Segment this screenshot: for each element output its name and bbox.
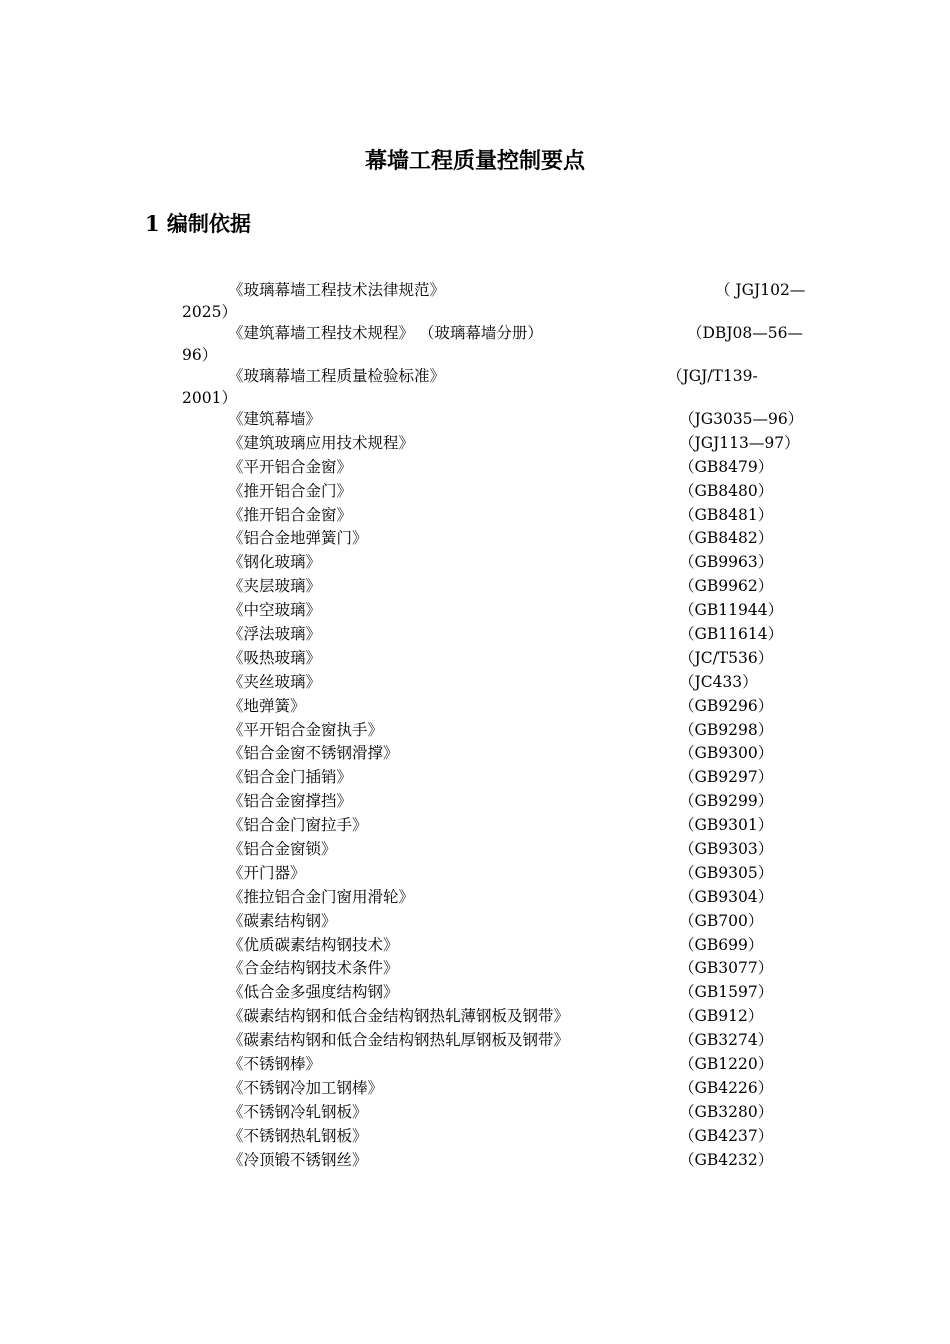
reference-code: （GB8480） <box>679 481 774 500</box>
reference-item <box>182 323 822 366</box>
reference-name: 《玻璃幕墙工程质量检验标准》 <box>228 367 446 385</box>
reference-item <box>182 1054 822 1078</box>
reference-item <box>182 1126 822 1150</box>
reference-code: （GB3077） <box>679 959 774 978</box>
reference-code: （JC/T536） <box>679 648 774 667</box>
reference-item <box>182 1030 822 1054</box>
reference-code: （GB700） <box>679 911 764 930</box>
reference-list <box>182 280 822 1174</box>
reference-code: （GB8479） <box>679 457 774 476</box>
reference-item <box>182 457 822 481</box>
reference-name: 《平开铝合金窗执手》 <box>228 720 384 739</box>
reference-code: （GB9297） <box>679 768 774 787</box>
reference-name: 《开门器》 <box>228 863 306 882</box>
reference-item <box>182 1006 822 1030</box>
reference-item <box>182 911 822 935</box>
reference-code: （GB4237） <box>679 1126 774 1145</box>
reference-name: 《冷顶锻不锈钢丝》 <box>228 1150 368 1169</box>
reference-code: （GB1597） <box>679 983 774 1002</box>
reference-code: （GB912） <box>679 1007 764 1026</box>
reference-name: 《夹丝玻璃》 <box>228 672 322 691</box>
reference-name: 《吸热玻璃》 <box>228 648 322 667</box>
reference-code-continuation: 2001） <box>182 388 237 407</box>
reference-code: （GB9298） <box>679 720 774 739</box>
reference-code: （GB8481） <box>679 505 774 524</box>
reference-code: （GB3274） <box>679 1031 774 1050</box>
reference-name: 《不锈钢棒》 <box>228 1055 322 1074</box>
reference-name: 《低合金多强度结构钢》 <box>228 983 399 1002</box>
reference-name: 《推开铝合金门》 <box>228 481 353 500</box>
reference-name: 《地弹簧》 <box>228 696 306 715</box>
reference-item <box>182 600 822 624</box>
reference-item <box>182 528 822 552</box>
reference-item <box>182 366 822 409</box>
reference-item <box>182 576 822 600</box>
reference-item <box>182 863 822 887</box>
reference-name: 《碳素结构钢和低合金结构钢热轧薄钢板及钢带》 <box>228 1007 570 1026</box>
reference-name: 《优质碳素结构钢技术》 <box>228 935 399 954</box>
reference-code: （GB9301） <box>679 816 774 835</box>
reference-name: 《碳素结构钢和低合金结构钢热轧厚钢板及钢带》 <box>228 1031 570 1050</box>
reference-item <box>182 481 822 505</box>
reference-item <box>182 743 822 767</box>
reference-item <box>182 1078 822 1102</box>
reference-item <box>182 767 822 791</box>
reference-name: 《铝合金窗锁》 <box>228 840 337 859</box>
reference-item <box>182 791 822 815</box>
reference-code: （GB1220） <box>679 1055 774 1074</box>
reference-code: （ JGJ102— <box>715 281 806 299</box>
reference-name: 《建筑幕墙工程技术规程》 （玻璃幕墙分册） <box>228 324 543 342</box>
reference-name: 《碳素结构钢》 <box>228 911 337 930</box>
reference-name: 《钢化玻璃》 <box>228 553 322 572</box>
reference-code: （GB11944） <box>679 601 784 620</box>
reference-name: 《铝合金窗撑挡》 <box>228 792 353 811</box>
reference-item <box>182 672 822 696</box>
reference-code: （GB11614） <box>679 625 784 644</box>
reference-name: 《夹层玻璃》 <box>228 577 322 596</box>
reference-item <box>182 409 822 433</box>
reference-item <box>182 648 822 672</box>
reference-item <box>182 958 822 982</box>
reference-item <box>182 696 822 720</box>
reference-name: 《不锈钢冷轧钢板》 <box>228 1102 368 1121</box>
reference-name: 《铝合金地弹簧门》 <box>228 529 368 548</box>
reference-name: 《铝合金门插销》 <box>228 768 353 787</box>
reference-item <box>182 839 822 863</box>
reference-code: （GB699） <box>679 935 764 954</box>
reference-code: （GB9305） <box>679 863 774 882</box>
reference-name: 《玻璃幕墙工程技术法律规范》 <box>228 281 446 299</box>
reference-code: （DBJ08—56— <box>687 324 803 342</box>
reference-code: （GB9963） <box>679 553 774 572</box>
reference-code: （GB9296） <box>679 696 774 715</box>
reference-code: （GB8482） <box>679 529 774 548</box>
reference-item <box>182 1102 822 1126</box>
reference-item <box>182 1150 822 1174</box>
reference-name: 《平开铝合金窗》 <box>228 457 353 476</box>
reference-code: （GB4232） <box>679 1150 774 1169</box>
document-title: 幕墙工程质量控制要点 <box>364 148 585 174</box>
reference-name: 《推拉铝合金门窗用滑轮》 <box>228 887 415 906</box>
reference-name: 《浮法玻璃》 <box>228 625 322 644</box>
reference-code: （GB9299） <box>679 792 774 811</box>
reference-code: （GB3280） <box>679 1102 774 1121</box>
reference-item <box>182 624 822 648</box>
reference-name: 《中空玻璃》 <box>228 601 322 620</box>
reference-code: （GB9303） <box>679 840 774 859</box>
reference-code: （GB9962） <box>679 577 774 596</box>
reference-code-continuation: 96） <box>182 345 218 364</box>
reference-item <box>182 982 822 1006</box>
reference-item <box>182 433 822 457</box>
section-heading: 1 编制依据 <box>145 211 251 236</box>
reference-code: （GB4226） <box>679 1078 774 1097</box>
reference-item <box>182 815 822 839</box>
reference-name: 《铝合金窗不锈钢滑撑》 <box>228 744 399 763</box>
reference-name: 《建筑玻璃应用技术规程》 <box>228 433 415 452</box>
reference-name: 《不锈钢热轧钢板》 <box>228 1126 368 1145</box>
reference-code-continuation: 2025） <box>182 302 237 321</box>
reference-code: （JG3035—96） <box>679 410 804 428</box>
reference-item <box>182 505 822 529</box>
reference-name: 《推开铝合金窗》 <box>228 505 353 524</box>
reference-item <box>182 935 822 959</box>
reference-code: （GB9304） <box>679 887 774 906</box>
reference-name: 《合金结构钢技术条件》 <box>228 959 399 978</box>
reference-name: 《铝合金门窗拉手》 <box>228 816 368 835</box>
reference-code: （GB9300） <box>679 744 774 763</box>
reference-item <box>182 552 822 576</box>
reference-name: 《不锈钢冷加工钢棒》 <box>228 1078 384 1097</box>
reference-item <box>182 887 822 911</box>
reference-code: （JGJ/T139- <box>667 367 758 385</box>
reference-item <box>182 720 822 744</box>
reference-code: （JGJ113—97） <box>679 433 800 452</box>
reference-item <box>182 280 822 323</box>
reference-name: 《建筑幕墙》 <box>228 410 322 428</box>
reference-code: （JC433） <box>679 672 758 691</box>
